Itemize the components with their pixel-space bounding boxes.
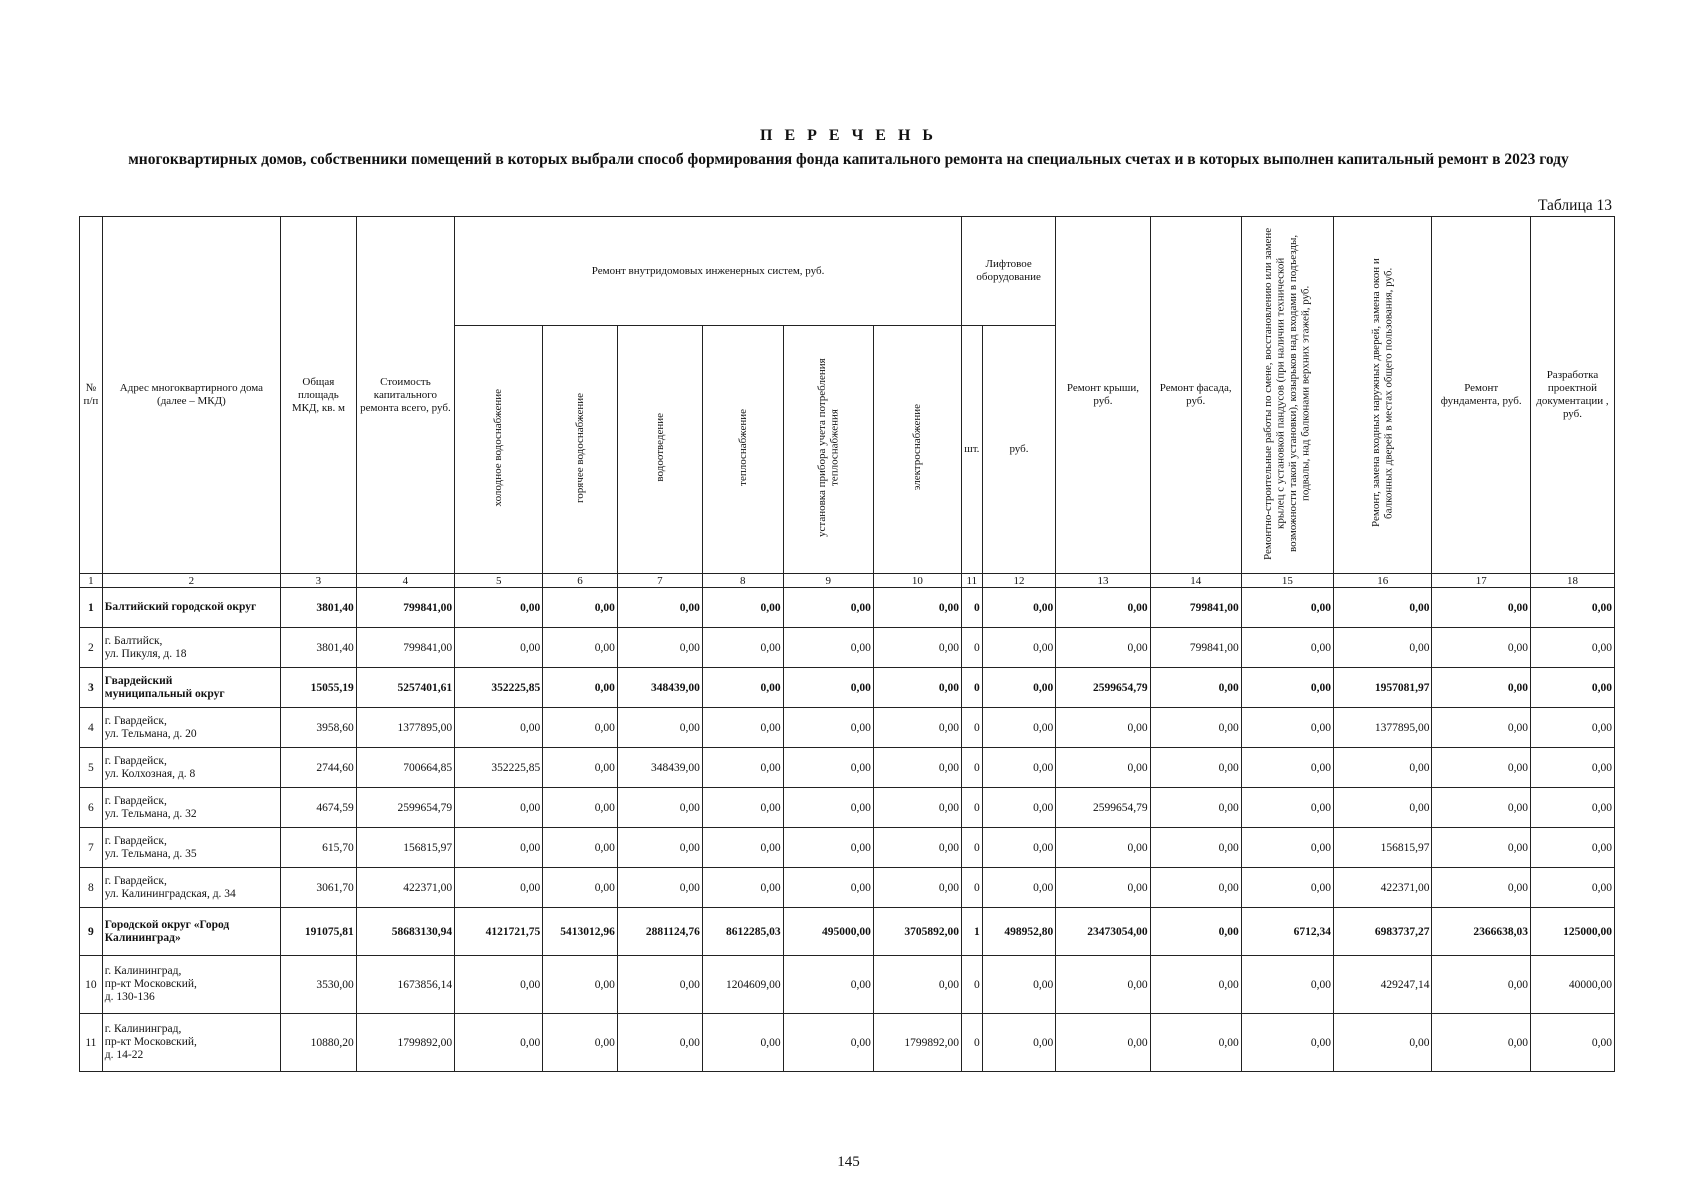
header-lift-rub: руб. bbox=[982, 326, 1056, 574]
cell-lift-n: 0 bbox=[961, 708, 982, 748]
column-number: 12 bbox=[982, 574, 1056, 588]
column-number: 5 bbox=[455, 574, 543, 588]
cell-constr: 0,00 bbox=[1241, 1014, 1333, 1072]
row-number: 2 bbox=[80, 628, 103, 668]
cell-elec: 0,00 bbox=[873, 828, 961, 868]
cell-meter: 495000,00 bbox=[783, 908, 873, 956]
header-sewage-cell bbox=[617, 326, 702, 574]
table-row bbox=[80, 708, 1615, 748]
cell-lift-n: 0 bbox=[961, 588, 982, 628]
cell-constr: 0,00 bbox=[1241, 588, 1333, 628]
row-number: 3 bbox=[80, 668, 103, 708]
header-doors: Ремонт, замена входных наружных дверей, замена окон и балконных дверей в местах общего пользования, руб. bbox=[1370, 258, 1395, 528]
cell-found: 2366638,03 bbox=[1432, 908, 1530, 956]
cell-design: 0,00 bbox=[1530, 708, 1614, 748]
cell-roof: 0,00 bbox=[1056, 628, 1150, 668]
cell-lift-n: 0 bbox=[961, 828, 982, 868]
table-row bbox=[80, 668, 1615, 708]
header-hot-water: горячее водоснабжение bbox=[573, 392, 586, 503]
cell-constr: 0,00 bbox=[1241, 668, 1333, 708]
header-foundation: Ремонт фундамента, руб. bbox=[1432, 217, 1530, 574]
row-number: 6 bbox=[80, 788, 103, 828]
cell-facade: 799841,00 bbox=[1150, 628, 1241, 668]
header-design: Разработка проектной документации , руб. bbox=[1530, 217, 1614, 574]
cell-facade: 799841,00 bbox=[1150, 588, 1241, 628]
cell-facade: 0,00 bbox=[1150, 908, 1241, 956]
cell-doors: 1957081,97 bbox=[1334, 668, 1432, 708]
cell-design: 0,00 bbox=[1530, 628, 1614, 668]
cell-lift-rub: 0,00 bbox=[982, 628, 1056, 668]
cell-found: 0,00 bbox=[1432, 1014, 1530, 1072]
cell-found: 0,00 bbox=[1432, 788, 1530, 828]
table-row bbox=[80, 748, 1615, 788]
address-line: ул. Тельмана, д. 20 bbox=[104, 727, 197, 740]
header-sewage: водоотведение bbox=[653, 413, 666, 482]
cell-constr: 0,00 bbox=[1241, 708, 1333, 748]
cell-lift-rub: 0,00 bbox=[982, 748, 1056, 788]
cell-roof: 0,00 bbox=[1056, 708, 1150, 748]
cell-lift-n: 0 bbox=[961, 788, 982, 828]
cell-constr: 0,00 bbox=[1241, 828, 1333, 868]
column-number: 1 bbox=[80, 574, 103, 588]
cell-cost: 700664,85 bbox=[356, 748, 454, 788]
cell-sewage: 348439,00 bbox=[617, 668, 702, 708]
cell-found: 0,00 bbox=[1432, 588, 1530, 628]
cell-lift-rub: 0,00 bbox=[982, 588, 1056, 628]
address-line: г. Калининград, bbox=[104, 965, 182, 977]
cell-design: 0,00 bbox=[1530, 748, 1614, 788]
address-line: г. Гвардейск, bbox=[104, 794, 167, 807]
header-electricity: электроснабжение bbox=[911, 404, 924, 491]
cell-cost: 2599654,79 bbox=[356, 788, 454, 828]
cell-cold: 0,00 bbox=[455, 788, 543, 828]
cell-cold: 0,00 bbox=[455, 868, 543, 908]
cell-roof: 0,00 bbox=[1056, 588, 1150, 628]
column-number: 7 bbox=[617, 574, 702, 588]
address-line: пр-кт Московский, bbox=[104, 1036, 197, 1048]
cell-roof: 0,00 bbox=[1056, 748, 1150, 788]
cell-lift-n: 0 bbox=[961, 1014, 982, 1072]
cell-lift-rub: 0,00 bbox=[982, 828, 1056, 868]
table-row bbox=[80, 956, 1615, 1014]
cell-doors: 1377895,00 bbox=[1334, 708, 1432, 748]
cell-sewage: 0,00 bbox=[617, 956, 702, 1014]
cell-roof: 0,00 bbox=[1056, 828, 1150, 868]
cell-area: 3801,40 bbox=[281, 628, 357, 668]
cell-design: 0,00 bbox=[1530, 668, 1614, 708]
cell-cost: 5257401,61 bbox=[356, 668, 454, 708]
cell-cost: 1799892,00 bbox=[356, 1014, 454, 1072]
cell-facade: 0,00 bbox=[1150, 748, 1241, 788]
cell-doors: 0,00 bbox=[1334, 788, 1432, 828]
address-line: г. Калининград, bbox=[104, 1023, 182, 1035]
cell-constr: 0,00 bbox=[1241, 956, 1333, 1014]
address-line: г. Гвардейск, bbox=[104, 834, 167, 847]
cell-elec: 0,00 bbox=[873, 748, 961, 788]
cell-cost: 799841,00 bbox=[356, 588, 454, 628]
header-address: Адрес многоквартирного дома (далее – МКД) bbox=[102, 217, 280, 574]
cell-sewage: 0,00 bbox=[617, 828, 702, 868]
address-line: г. Гвардейск, bbox=[104, 874, 167, 887]
cell-meter: 0,00 bbox=[783, 748, 873, 788]
cell-elec: 3705892,00 bbox=[873, 908, 961, 956]
row-number: 5 bbox=[80, 748, 103, 788]
column-number-row bbox=[80, 574, 1615, 588]
cell-found: 0,00 bbox=[1432, 628, 1530, 668]
cell-doors: 0,00 bbox=[1334, 628, 1432, 668]
row-address bbox=[102, 628, 280, 668]
cell-hot: 5413012,96 bbox=[543, 908, 618, 956]
cell-doors: 0,00 bbox=[1334, 1014, 1432, 1072]
cell-elec: 0,00 bbox=[873, 788, 961, 828]
cell-lift-n: 0 bbox=[961, 668, 982, 708]
cell-found: 0,00 bbox=[1432, 956, 1530, 1014]
header-electricity-cell bbox=[873, 326, 961, 574]
cell-constr: 6712,34 bbox=[1241, 908, 1333, 956]
cell-meter: 0,00 bbox=[783, 956, 873, 1014]
page-number: 145 bbox=[837, 1154, 860, 1170]
row-number: 4 bbox=[80, 708, 103, 748]
address-line: ул. Колхозная, д. 8 bbox=[104, 767, 196, 780]
cell-lift-n: 1 bbox=[961, 908, 982, 956]
address-line: муниципальный округ bbox=[104, 687, 225, 700]
cell-sewage: 0,00 bbox=[617, 588, 702, 628]
capital-repair-table bbox=[79, 216, 1615, 1072]
row-address bbox=[102, 868, 280, 908]
cell-cold: 352225,85 bbox=[455, 748, 543, 788]
cell-cold: 0,00 bbox=[455, 588, 543, 628]
row-address bbox=[102, 788, 280, 828]
cell-elec: 0,00 bbox=[873, 588, 961, 628]
header-roof: Ремонт крыши, руб. bbox=[1056, 217, 1150, 574]
cell-lift-n: 0 bbox=[961, 748, 982, 788]
row-address bbox=[102, 708, 280, 748]
column-number: 10 bbox=[873, 574, 961, 588]
cell-hot: 0,00 bbox=[543, 748, 618, 788]
address-line: Городской округ «Город bbox=[104, 918, 230, 931]
header-area: Общая площадь МКД, кв. м bbox=[281, 217, 357, 574]
cell-constr: 0,00 bbox=[1241, 868, 1333, 908]
address-line: ул. Тельмана, д. 35 bbox=[104, 847, 197, 860]
document-title: П Е Р Е Ч Е Н Ь bbox=[760, 127, 937, 144]
column-number: 9 bbox=[783, 574, 873, 588]
cell-meter: 0,00 bbox=[783, 788, 873, 828]
table-row bbox=[80, 588, 1615, 628]
address-line: Калининград» bbox=[104, 931, 181, 944]
header-heating-cell bbox=[702, 326, 783, 574]
cell-lift-rub: 0,00 bbox=[982, 956, 1056, 1014]
header-construction-cell bbox=[1241, 217, 1333, 574]
cell-cost: 799841,00 bbox=[356, 628, 454, 668]
cell-found: 0,00 bbox=[1432, 668, 1530, 708]
cell-doors: 422371,00 bbox=[1334, 868, 1432, 908]
header-cold-water-cell bbox=[455, 326, 543, 574]
cell-facade: 0,00 bbox=[1150, 1014, 1241, 1072]
cell-found: 0,00 bbox=[1432, 748, 1530, 788]
row-address bbox=[102, 748, 280, 788]
cell-constr: 0,00 bbox=[1241, 628, 1333, 668]
cell-area: 3958,60 bbox=[281, 708, 357, 748]
row-number: 8 bbox=[80, 868, 103, 908]
cell-cold: 0,00 bbox=[455, 628, 543, 668]
cell-facade: 0,00 bbox=[1150, 788, 1241, 828]
cell-cold: 0,00 bbox=[455, 1014, 543, 1072]
cell-hot: 0,00 bbox=[543, 868, 618, 908]
cell-sewage: 0,00 bbox=[617, 788, 702, 828]
row-number: 7 bbox=[80, 828, 103, 868]
cell-heat: 0,00 bbox=[702, 708, 783, 748]
cell-facade: 0,00 bbox=[1150, 956, 1241, 1014]
cell-lift-rub: 0,00 bbox=[982, 868, 1056, 908]
table-row bbox=[80, 868, 1615, 908]
cell-facade: 0,00 bbox=[1150, 868, 1241, 908]
header-hot-water-cell bbox=[543, 326, 618, 574]
cell-doors: 429247,14 bbox=[1334, 956, 1432, 1014]
address-line: ул. Тельмана, д. 32 bbox=[104, 807, 197, 820]
cell-hot: 0,00 bbox=[543, 828, 618, 868]
cell-cost: 1673856,14 bbox=[356, 956, 454, 1014]
cell-meter: 0,00 bbox=[783, 828, 873, 868]
cell-design: 40000,00 bbox=[1530, 956, 1614, 1014]
cell-sewage: 2881124,76 bbox=[617, 908, 702, 956]
column-number: 18 bbox=[1530, 574, 1614, 588]
cell-heat: 0,00 bbox=[702, 588, 783, 628]
address-line: д. 14-22 bbox=[104, 1049, 144, 1061]
column-number: 2 bbox=[102, 574, 280, 588]
column-number: 3 bbox=[281, 574, 357, 588]
address-line: Гвардейский bbox=[104, 674, 173, 687]
cell-facade: 0,00 bbox=[1150, 708, 1241, 748]
cell-lift-rub: 0,00 bbox=[982, 788, 1056, 828]
header-lift: Лифтовое оборудование bbox=[961, 217, 1055, 326]
cell-cold: 0,00 bbox=[455, 828, 543, 868]
cell-design: 0,00 bbox=[1530, 868, 1614, 908]
cell-design: 0,00 bbox=[1530, 788, 1614, 828]
cell-lift-rub: 0,00 bbox=[982, 708, 1056, 748]
cell-design: 0,00 bbox=[1530, 828, 1614, 868]
cell-cost: 422371,00 bbox=[356, 868, 454, 908]
table-row bbox=[80, 788, 1615, 828]
row-address bbox=[102, 828, 280, 868]
row-number: 11 bbox=[80, 1014, 103, 1072]
cell-cold: 0,00 bbox=[455, 956, 543, 1014]
cell-meter: 0,00 bbox=[783, 588, 873, 628]
address-line: Балтийский городской округ bbox=[104, 601, 257, 613]
column-number: 15 bbox=[1241, 574, 1333, 588]
cell-roof: 2599654,79 bbox=[1056, 788, 1150, 828]
cell-cost: 1377895,00 bbox=[356, 708, 454, 748]
cell-cold: 0,00 bbox=[455, 708, 543, 748]
cell-doors: 0,00 bbox=[1334, 588, 1432, 628]
cell-meter: 0,00 bbox=[783, 868, 873, 908]
document-subtitle: многоквартирных домов, собственники помещений в которых выбрали способ формирования фонда капитального ремонта на специальных счетах и в которых выполнен капитальный ремонт в 2023 году bbox=[128, 151, 1569, 168]
column-number: 14 bbox=[1150, 574, 1241, 588]
address-line: ул. Пикуля, д. 18 bbox=[104, 647, 187, 660]
cell-hot: 0,00 bbox=[543, 708, 618, 748]
cell-sewage: 0,00 bbox=[617, 1014, 702, 1072]
cell-roof: 2599654,79 bbox=[1056, 668, 1150, 708]
cell-area: 4674,59 bbox=[281, 788, 357, 828]
cell-sewage: 0,00 bbox=[617, 628, 702, 668]
cell-heat: 0,00 bbox=[702, 1014, 783, 1072]
row-number: 9 bbox=[80, 908, 103, 956]
cell-hot: 0,00 bbox=[543, 588, 618, 628]
cell-area: 191075,81 bbox=[281, 908, 357, 956]
cell-design: 125000,00 bbox=[1530, 908, 1614, 956]
cell-sewage: 348439,00 bbox=[617, 748, 702, 788]
cell-found: 0,00 bbox=[1432, 828, 1530, 868]
cell-meter: 0,00 bbox=[783, 708, 873, 748]
column-number: 16 bbox=[1334, 574, 1432, 588]
cell-design: 0,00 bbox=[1530, 1014, 1614, 1072]
cell-elec: 0,00 bbox=[873, 628, 961, 668]
cell-hot: 0,00 bbox=[543, 788, 618, 828]
cell-facade: 0,00 bbox=[1150, 828, 1241, 868]
row-address bbox=[102, 1014, 280, 1072]
header-meter: установка прибора учета потребления теплоснабжения bbox=[815, 358, 841, 537]
column-number: 13 bbox=[1056, 574, 1150, 588]
column-number: 17 bbox=[1432, 574, 1530, 588]
header-construction: Ремонтно-строительные работы по смене, восстановлению или замене крылец с установкой пандусов (при наличии технической возможности такой установки), козырьков над входами в подъезды, подвалы, над балконами верхних этажей, руб. bbox=[1262, 226, 1312, 560]
header-meter-cell bbox=[783, 326, 873, 574]
cell-hot: 0,00 bbox=[543, 668, 618, 708]
table-row bbox=[80, 1014, 1615, 1072]
header-engineering: Ремонт внутридомовых инженерных систем, руб. bbox=[455, 217, 962, 326]
cell-elec: 0,00 bbox=[873, 868, 961, 908]
cell-doors: 156815,97 bbox=[1334, 828, 1432, 868]
cell-design: 0,00 bbox=[1530, 588, 1614, 628]
cell-hot: 0,00 bbox=[543, 628, 618, 668]
cell-elec: 0,00 bbox=[873, 956, 961, 1014]
table-body bbox=[80, 588, 1615, 1072]
cell-area: 615,70 bbox=[281, 828, 357, 868]
cell-meter: 0,00 bbox=[783, 628, 873, 668]
cell-area: 2744,60 bbox=[281, 748, 357, 788]
cell-heat: 0,00 bbox=[702, 828, 783, 868]
header-no: № п/п bbox=[80, 217, 103, 574]
cell-cost: 156815,97 bbox=[356, 828, 454, 868]
address-line: пр-кт Московский, bbox=[104, 978, 197, 990]
cell-roof: 0,00 bbox=[1056, 956, 1150, 1014]
column-number: 4 bbox=[356, 574, 454, 588]
cell-roof: 23473054,00 bbox=[1056, 908, 1150, 956]
cell-area: 10880,20 bbox=[281, 1014, 357, 1072]
cell-doors: 0,00 bbox=[1334, 748, 1432, 788]
table-row bbox=[80, 908, 1615, 956]
row-number: 10 bbox=[80, 956, 103, 1014]
cell-heat: 0,00 bbox=[702, 868, 783, 908]
header-heating: теплоснабжение bbox=[736, 409, 749, 486]
cell-elec: 1799892,00 bbox=[873, 1014, 961, 1072]
cell-heat: 8612285,03 bbox=[702, 908, 783, 956]
address-line: ул. Калининградская, д. 34 bbox=[104, 887, 236, 900]
table-row bbox=[80, 828, 1615, 868]
table-label: Таблица 13 bbox=[1537, 197, 1612, 214]
row-address bbox=[102, 668, 280, 708]
cell-meter: 0,00 bbox=[783, 668, 873, 708]
cell-cold: 4121721,75 bbox=[455, 908, 543, 956]
cell-heat: 0,00 bbox=[702, 788, 783, 828]
cell-area: 3061,70 bbox=[281, 868, 357, 908]
header-lift-units: шт. bbox=[961, 326, 982, 574]
cell-heat: 0,00 bbox=[702, 748, 783, 788]
cell-sewage: 0,00 bbox=[617, 708, 702, 748]
cell-sewage: 0,00 bbox=[617, 868, 702, 908]
column-number: 6 bbox=[543, 574, 618, 588]
cell-lift-rub: 0,00 bbox=[982, 1014, 1056, 1072]
address-line: г. Гвардейск, bbox=[104, 714, 167, 727]
row-address bbox=[102, 588, 280, 628]
address-line: д. 130-136 bbox=[104, 991, 155, 1003]
cell-meter: 0,00 bbox=[783, 1014, 873, 1072]
cell-roof: 0,00 bbox=[1056, 1014, 1150, 1072]
header-cold-water: холодное водоснабжение bbox=[492, 388, 505, 507]
cell-cold: 352225,85 bbox=[455, 668, 543, 708]
cell-area: 3530,00 bbox=[281, 956, 357, 1014]
cell-constr: 0,00 bbox=[1241, 748, 1333, 788]
header-cost: Стоимость капитального ремонта всего, руб. bbox=[356, 217, 454, 574]
cell-lift-n: 0 bbox=[961, 956, 982, 1014]
header-doors-cell bbox=[1334, 217, 1432, 574]
cell-heat: 1204609,00 bbox=[702, 956, 783, 1014]
cell-lift-n: 0 bbox=[961, 628, 982, 668]
cell-heat: 0,00 bbox=[702, 628, 783, 668]
cell-heat: 0,00 bbox=[702, 668, 783, 708]
cell-constr: 0,00 bbox=[1241, 788, 1333, 828]
cell-roof: 0,00 bbox=[1056, 868, 1150, 908]
cell-area: 3801,40 bbox=[281, 588, 357, 628]
column-number: 11 bbox=[961, 574, 982, 588]
header-facade: Ремонт фасада, руб. bbox=[1150, 217, 1241, 574]
cell-lift-n: 0 bbox=[961, 868, 982, 908]
cell-facade: 0,00 bbox=[1150, 668, 1241, 708]
cell-found: 0,00 bbox=[1432, 708, 1530, 748]
cell-hot: 0,00 bbox=[543, 956, 618, 1014]
cell-found: 0,00 bbox=[1432, 868, 1530, 908]
cell-lift-rub: 498952,80 bbox=[982, 908, 1056, 956]
cell-area: 15055,19 bbox=[281, 668, 357, 708]
cell-elec: 0,00 bbox=[873, 668, 961, 708]
cell-hot: 0,00 bbox=[543, 1014, 618, 1072]
row-number: 1 bbox=[80, 588, 103, 628]
address-line: г. Балтийск, bbox=[104, 634, 163, 647]
cell-cost: 58683130,94 bbox=[356, 908, 454, 956]
column-number: 8 bbox=[702, 574, 783, 588]
cell-elec: 0,00 bbox=[873, 708, 961, 748]
address-line: г. Гвардейск, bbox=[104, 754, 167, 767]
cell-lift-rub: 0,00 bbox=[982, 668, 1056, 708]
table-row bbox=[80, 628, 1615, 668]
row-address bbox=[102, 908, 280, 956]
cell-doors: 6983737,27 bbox=[1334, 908, 1432, 956]
row-address bbox=[102, 956, 280, 1014]
